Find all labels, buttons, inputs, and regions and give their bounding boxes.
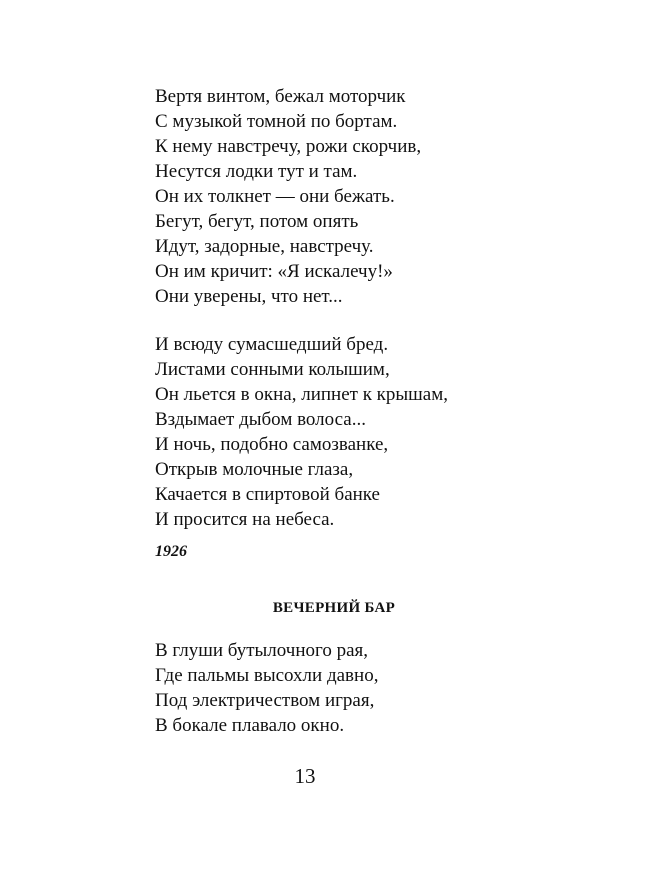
poem-stanza-3	[155, 638, 378, 738]
poem-line: Качается в спиртовой банке	[155, 484, 380, 505]
poem-line: Открыв молочные глаза,	[155, 459, 354, 480]
poem-line: Вздымает дыбом волоса...	[155, 409, 366, 430]
poem-line: И ночь, подобно самозванке,	[155, 434, 389, 455]
poem-line: Где пальмы высохли давно,	[155, 665, 379, 686]
poem-line: Они уверены, что нет...	[155, 286, 343, 307]
poem-stanza-1	[155, 84, 421, 309]
page-number: 13	[294, 764, 316, 788]
poem-line: Бегут, бегут, потом опять	[155, 211, 359, 232]
poem-line: И всюду сумасшедший бред.	[155, 334, 389, 355]
poem-line: Несутся лодки тут и там.	[155, 161, 358, 182]
poem-line: С музыкой томной по бортам.	[155, 111, 398, 132]
poem-line: Он льется в окна, липнет к крышам,	[155, 384, 449, 405]
poem-title: ВЕЧЕРНИЙ БАР	[272, 600, 396, 616]
poem-date: 1926	[155, 543, 187, 560]
poem-line: Он их толкнет — они бежать.	[155, 186, 395, 207]
poem-line: Под электричеством играя,	[155, 690, 375, 711]
poem-line: Листами сонными колышим,	[155, 359, 390, 380]
poem-line: И просится на небеса.	[155, 509, 335, 530]
poem-line: Идут, задорные, навстречу.	[155, 236, 374, 257]
poem-line: К нему навстречу, рожи скорчив,	[155, 136, 422, 157]
poem-line: В глуши бутылочного рая,	[155, 640, 368, 661]
poem-stanza-2	[155, 332, 448, 532]
poem-line: В бокале плавало окно.	[155, 715, 345, 736]
poem-line: Он им кричит: «Я искалечу!»	[155, 261, 393, 282]
poem-line: Вертя винтом, бежал моторчик	[155, 86, 406, 107]
